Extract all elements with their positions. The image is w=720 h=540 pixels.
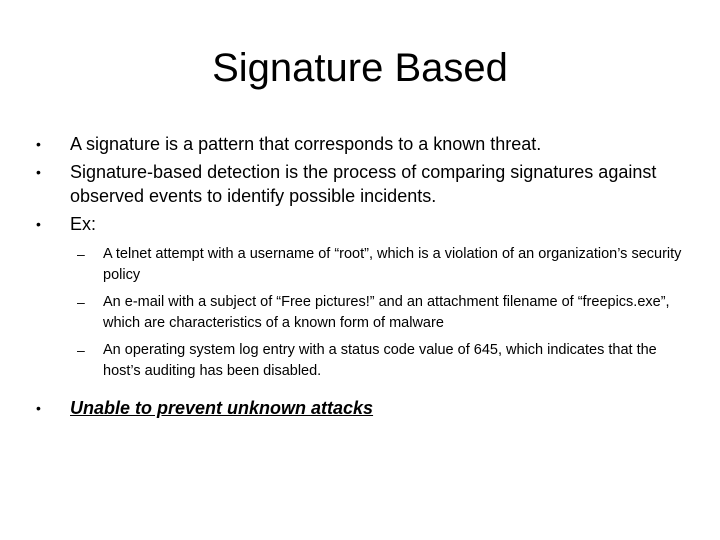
example-text: A telnet attempt with a username of “root”, which is a violation of an organization’s security policy [103, 246, 682, 283]
slide-title: Signature Based [212, 46, 508, 90]
bullet-item [36, 132, 686, 156]
bullet-icon: • [36, 216, 41, 232]
example-item [77, 244, 686, 286]
bullet-icon: • [36, 164, 41, 180]
example-text: An operating system log entry with a status code value of 645, which indicates that the host’s auditing has been disabled. [103, 342, 657, 379]
bullet-item [36, 212, 686, 236]
slide-body [36, 132, 686, 424]
example-item [77, 292, 686, 334]
example-text: An e-mail with a subject of “Free pictures!” and an attachment filename of “freepics.exe”, which are characteristics of a known form of malware [103, 294, 670, 331]
bullet-text: A signature is a pattern that corresponds to a known threat. [70, 134, 542, 154]
example-list [36, 244, 686, 382]
dash-icon: – [77, 294, 85, 310]
example-item [77, 340, 686, 382]
bullet-item-emphasis [36, 396, 686, 420]
bullet-icon: • [36, 400, 41, 416]
bullet-item [36, 160, 686, 208]
bullet-text: Signature-based detection is the process of comparing signatures against observed events to identify possible incidents. [70, 162, 657, 206]
bullet-icon: • [36, 136, 41, 152]
dash-icon: – [77, 342, 85, 358]
dash-icon: – [77, 246, 85, 262]
emphasis-text: Unable to prevent unknown attacks [70, 398, 374, 418]
bullet-text: Ex: [70, 214, 97, 234]
